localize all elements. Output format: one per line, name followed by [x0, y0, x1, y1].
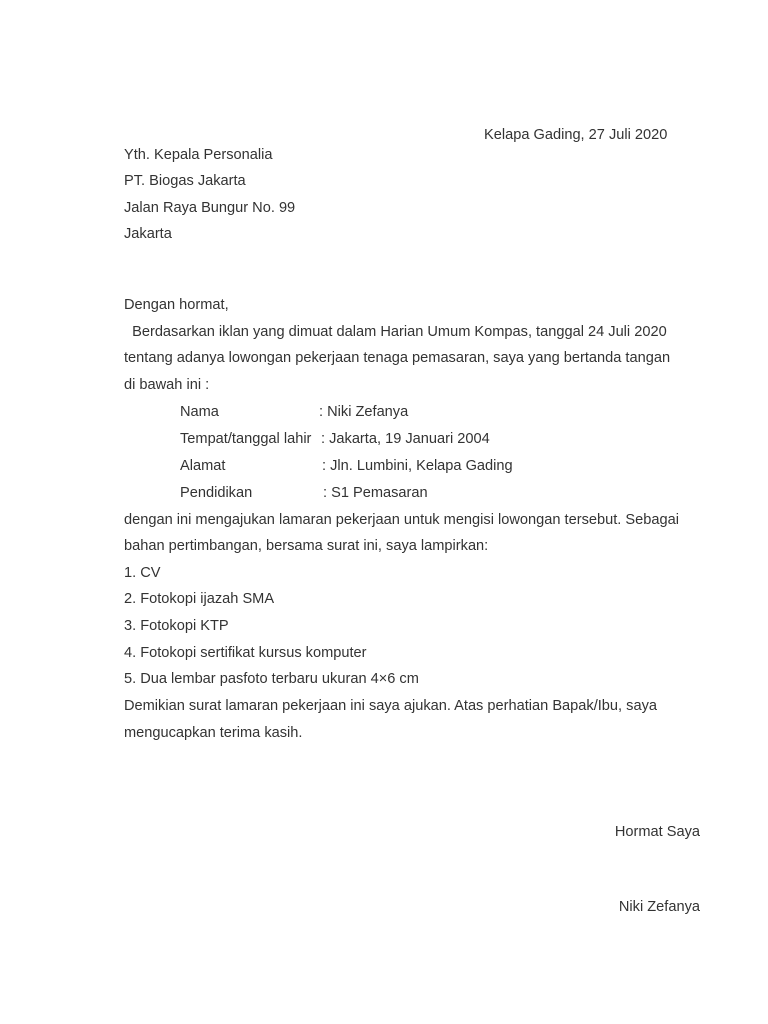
field-label-education: Pendidikan	[180, 485, 253, 501]
field-value-name: : Niki Zefanya	[319, 404, 409, 420]
field-label-birth: Tempat/tanggal lahir	[180, 431, 312, 447]
recipient-street: Jalan Raya Bungur No. 99	[124, 200, 296, 216]
salutation: Dengan hormat,	[124, 297, 229, 313]
recipient-company: PT. Biogas Jakarta	[124, 173, 246, 189]
closing-line: Demikian surat lamaran pekerjaan ini saya ajukan. Atas perhatian Bapak/Ibu, saya	[124, 698, 657, 714]
attachment-item: 3. Fotokopi KTP	[124, 618, 229, 634]
attachment-item: 2. Fotokopi ijazah SMA	[124, 591, 275, 607]
field-label-name: Nama	[180, 404, 219, 420]
intro-line: di bawah ini :	[124, 377, 210, 393]
recipient-city: Jakarta	[124, 226, 172, 242]
field-value-address: : Jln. Lumbini, Kelapa Gading	[322, 458, 513, 474]
closing-line: mengucapkan terima kasih.	[124, 725, 303, 741]
field-value-education: : S1 Pemasaran	[323, 485, 428, 501]
intro-line: Berdasarkan iklan yang dimuat dalam Harian Umum Kompas, tanggal 24 Juli 2020	[124, 324, 667, 340]
attachment-item: 4. Fotokopi sertifikat kursus komputer	[124, 645, 367, 661]
attachment-item: 1. CV	[124, 565, 161, 581]
closing-salutation: Hormat Saya	[614, 824, 700, 840]
place-date: Kelapa Gading, 27 Juli 2020	[484, 127, 668, 143]
signature-name: Niki Zefanya	[618, 899, 700, 915]
body-line: dengan ini mengajukan lamaran pekerjaan untuk mengisi lowongan tersebut. Sebagai	[124, 512, 679, 528]
intro-line: tentang adanya lowongan pekerjaan tenaga pemasaran, saya yang bertanda tangan	[124, 350, 671, 366]
field-label-address: Alamat	[180, 458, 226, 474]
recipient-title: Yth. Kepala Personalia	[124, 147, 273, 163]
attachment-item: 5. Dua lembar pasfoto terbaru ukuran 4×6 cm	[124, 671, 419, 687]
field-value-birth: : Jakarta, 19 Januari 2004	[321, 431, 490, 447]
body-line: bahan pertimbangan, bersama surat ini, saya lampirkan:	[124, 538, 489, 554]
